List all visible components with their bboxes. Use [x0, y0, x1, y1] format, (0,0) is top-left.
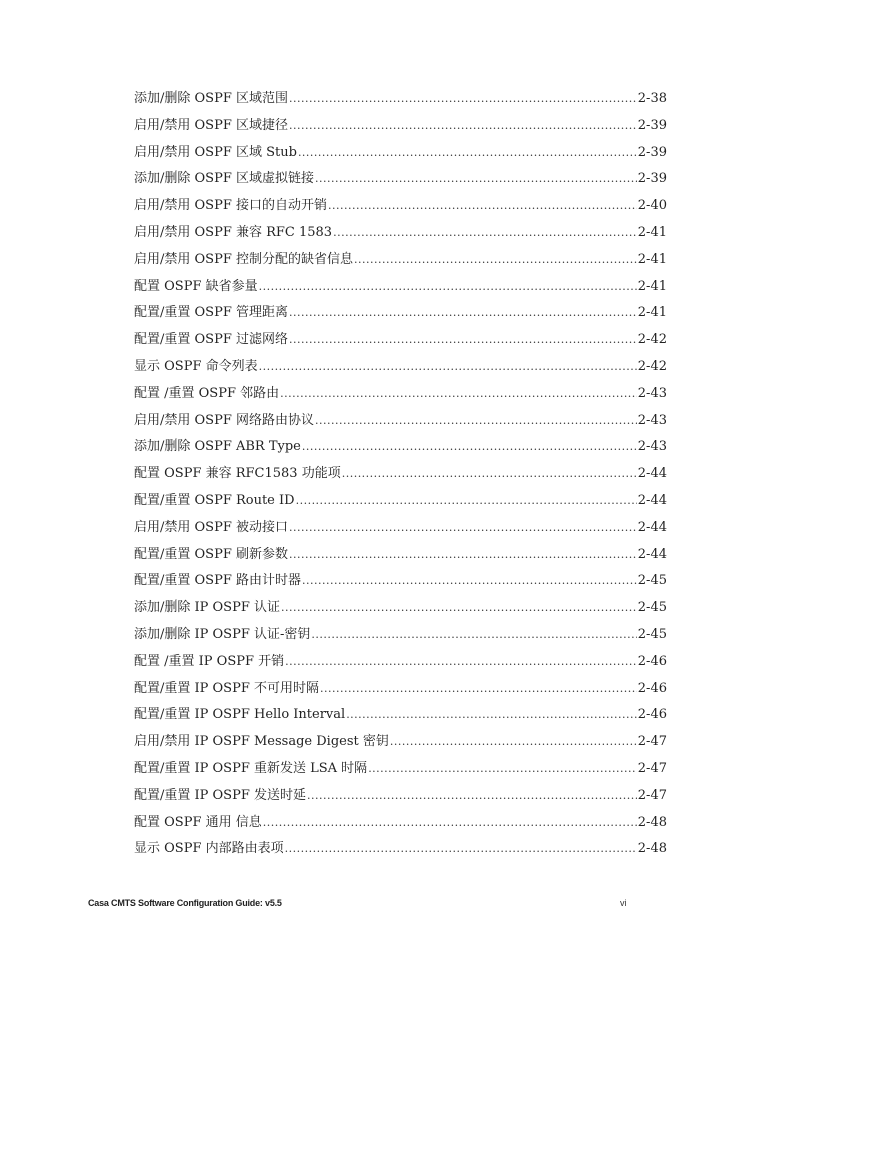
toc-entry[interactable]	[134, 756, 667, 783]
toc-entry[interactable]	[134, 676, 667, 703]
toc-dot-leader	[280, 381, 637, 408]
toc-entry-page: 2-41	[637, 305, 667, 321]
toc-entry[interactable]	[134, 515, 667, 542]
toc-entry-page: 2-39	[637, 144, 667, 160]
toc-dot-leader	[342, 461, 637, 488]
toc-entry-page: 2-43	[637, 385, 667, 401]
toc-entry-page: 2-42	[637, 358, 667, 374]
toc-dot-leader	[346, 702, 637, 729]
toc-entry-page: 2-46	[637, 707, 667, 723]
toc-entry-title: 配置/重置 OSPF 路由计时器	[134, 573, 301, 589]
toc-dot-leader	[289, 515, 637, 542]
toc-entry-page: 2-41	[637, 251, 667, 267]
toc-entry-page: 2-47	[637, 787, 667, 803]
toc-dot-leader	[328, 193, 637, 220]
toc-entry-page: 2-41	[637, 278, 667, 294]
toc-entry[interactable]	[134, 300, 667, 327]
toc-entry-title: 显示 OSPF 命令列表	[134, 358, 258, 374]
toc-entry-page: 2-44	[637, 492, 667, 508]
toc-entry-page: 2-47	[637, 760, 667, 776]
toc-entry-page: 2-39	[637, 171, 667, 187]
toc-entry[interactable]	[134, 729, 667, 756]
toc-entry-title: 显示 OSPF 内部路由表项	[134, 841, 284, 857]
toc-dot-leader	[333, 220, 637, 247]
toc-entry-page: 2-47	[637, 734, 667, 750]
toc-entry-title: 配置/重置 IP OSPF 不可用时隔	[134, 680, 319, 696]
toc-dot-leader	[302, 434, 637, 461]
toc-entry[interactable]	[134, 622, 667, 649]
toc-entry-title: 配置/重置 IP OSPF 重新发送 LSA 时隔	[134, 760, 368, 776]
toc-entry[interactable]	[134, 595, 667, 622]
toc-entry[interactable]	[134, 220, 667, 247]
toc-entry-title: 启用/禁用 OSPF 控制分配的缺省信息	[134, 251, 353, 267]
toc-dot-leader	[390, 729, 637, 756]
toc-entry-page: 2-45	[637, 573, 667, 589]
toc-entry-title: 配置/重置 IP OSPF Hello Interval	[134, 707, 346, 723]
toc-entry-page: 2-43	[637, 412, 667, 428]
toc-entry-page: 2-42	[637, 332, 667, 348]
toc-entry-title: 添加/删除 IP OSPF 认证	[134, 600, 280, 616]
toc-dot-leader	[263, 810, 637, 837]
toc-entry[interactable]	[134, 702, 667, 729]
toc-entry[interactable]	[134, 488, 667, 515]
toc-entry-title: 配置/重置 OSPF 管理距离	[134, 305, 288, 321]
toc-entry-page: 2-44	[637, 466, 667, 482]
toc-entry-title: 启用/禁用 OSPF 被动接口	[134, 519, 288, 535]
toc-dot-leader	[281, 595, 637, 622]
toc-dot-leader	[320, 676, 637, 703]
toc-entry-title: 配置 /重置 IP OSPF 开销	[134, 653, 285, 669]
toc-entry[interactable]	[134, 327, 667, 354]
toc-dot-leader	[259, 354, 637, 381]
toc-dot-leader	[315, 408, 637, 435]
toc-dot-leader	[296, 488, 637, 515]
toc-dot-leader	[311, 622, 636, 649]
toc-entry[interactable]	[134, 568, 667, 595]
toc-entry-title: 启用/禁用 OSPF 区域 Stub	[134, 144, 297, 160]
toc-dot-leader	[289, 542, 637, 569]
toc-dot-leader	[289, 113, 637, 140]
toc-entry-page: 2-43	[637, 439, 667, 455]
toc-entry[interactable]	[134, 836, 667, 863]
toc-entry-page: 2-45	[637, 600, 667, 616]
toc-entry-title: 添加/删除 OSPF ABR Type	[134, 439, 301, 455]
toc-dot-leader	[289, 327, 637, 354]
toc-entry-title: 配置/重置 OSPF 刷新参数	[134, 546, 288, 562]
toc-dot-leader	[285, 836, 637, 863]
toc-entry-page: 2-38	[637, 91, 667, 106]
toc-dot-leader	[285, 649, 637, 676]
toc-dot-leader	[259, 274, 637, 301]
toc-dot-leader	[289, 86, 637, 113]
toc-entry[interactable]	[134, 86, 667, 113]
toc-dot-leader	[302, 568, 637, 595]
toc-entry[interactable]	[134, 140, 667, 167]
toc-entry-page: 2-41	[637, 224, 667, 240]
toc-entry-page: 2-44	[637, 546, 667, 562]
toc-entry-page: 2-46	[637, 653, 667, 669]
toc-dot-leader	[298, 140, 637, 167]
toc-entry-title: 配置 OSPF 通用 信息	[134, 814, 262, 830]
toc-entry-title: 配置 /重置 OSPF 邻路由	[134, 385, 280, 401]
toc-entry[interactable]	[134, 408, 667, 435]
toc-entry[interactable]	[134, 434, 667, 461]
toc-entry[interactable]	[134, 461, 667, 488]
toc-entry-title: 添加/删除 OSPF 区域范围	[134, 91, 288, 106]
toc-entry-page: 2-40	[637, 198, 667, 214]
toc-entry-title: 添加/删除 IP OSPF 认证-密钥	[134, 626, 311, 642]
toc-entry[interactable]	[134, 381, 667, 408]
toc-entry-title: 启用/禁用 OSPF 区域捷径	[134, 117, 288, 133]
toc-entry-title: 添加/删除 OSPF 区域虚拟链接	[134, 171, 314, 187]
toc-entry-page: 2-39	[637, 117, 667, 133]
toc-entry-page: 2-46	[637, 680, 667, 696]
toc-entry[interactable]	[134, 113, 667, 140]
toc-entry-page: 2-48	[637, 814, 667, 830]
toc-entry-title: 启用/禁用 OSPF 网络路由协议	[134, 412, 314, 428]
toc-dot-leader	[289, 300, 637, 327]
toc-dot-leader	[368, 756, 637, 783]
toc-dot-leader	[354, 247, 637, 274]
table-of-contents	[134, 86, 667, 863]
toc-entry-title: 配置/重置 OSPF 过滤网络	[134, 332, 288, 348]
toc-entry-title: 配置 OSPF 兼容 RFC1583 功能项	[134, 466, 341, 482]
toc-dot-leader	[315, 166, 637, 193]
footer-document-title: Casa CMTS Software Configuration Guide: v5.5	[88, 898, 282, 908]
toc-entry-title: 配置/重置 IP OSPF 发送时延	[134, 787, 306, 803]
toc-entry[interactable]	[134, 274, 667, 301]
footer-page-number: vi	[620, 898, 627, 908]
toc-entry-page: 2-48	[637, 841, 667, 857]
toc-entry[interactable]	[134, 649, 667, 676]
toc-entry[interactable]	[134, 354, 667, 381]
toc-entry[interactable]	[134, 783, 667, 810]
toc-entry-title: 配置 OSPF 缺省参量	[134, 278, 258, 294]
toc-entry[interactable]	[134, 247, 667, 274]
toc-entry-page: 2-45	[637, 626, 667, 642]
toc-entry-title: 启用/禁用 OSPF 兼容 RFC 1583	[134, 224, 333, 240]
toc-entry[interactable]	[134, 193, 667, 220]
toc-entry-title: 启用/禁用 OSPF 接口的自动开销	[134, 198, 327, 214]
toc-entry[interactable]	[134, 810, 667, 837]
toc-entry-page: 2-44	[637, 519, 667, 535]
toc-entry[interactable]	[134, 542, 667, 569]
toc-dot-leader	[307, 783, 637, 810]
toc-entry-title: 启用/禁用 IP OSPF Message Digest 密钥	[134, 734, 389, 750]
toc-entry-title: 配置/重置 OSPF Route ID	[134, 492, 295, 508]
toc-entry[interactable]	[134, 166, 667, 193]
